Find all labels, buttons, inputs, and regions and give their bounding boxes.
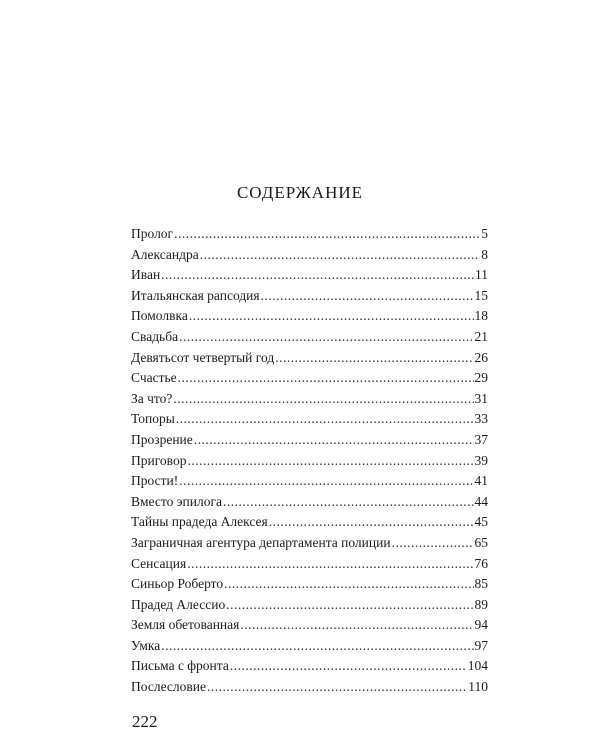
toc-entry: [131, 368, 488, 389]
toc-entry-page: 45: [474, 514, 488, 530]
toc-entry-page: 11: [475, 267, 488, 283]
toc-entry-page: 89: [474, 596, 488, 612]
toc-entry: [131, 265, 488, 286]
dot-leader: [179, 471, 473, 492]
dot-leader: [176, 409, 474, 430]
toc-entry: [131, 348, 488, 369]
toc-entry: [131, 636, 488, 657]
toc-entry-title: Прадед Алессио: [131, 596, 226, 612]
toc-entry-title: Иван: [131, 267, 161, 283]
dot-leader: [178, 368, 474, 389]
toc-entry-title: Девятьсот четвертый год: [131, 349, 275, 365]
toc-entry: [131, 245, 488, 266]
toc-entry-title: Свадьба: [131, 328, 179, 344]
toc-entry: [131, 595, 488, 616]
dot-leader: [179, 327, 473, 348]
toc-entry-title: Вместо эпилога: [131, 493, 222, 509]
dot-leader: [194, 430, 474, 451]
dot-leader: [187, 451, 473, 472]
toc-entry: [131, 306, 488, 327]
dot-leader: [207, 677, 467, 698]
toc-entry: [131, 677, 488, 698]
toc-entry: [131, 554, 488, 575]
toc-entry: [131, 512, 488, 533]
toc-entry: [131, 615, 488, 636]
toc-entry-page: 110: [468, 679, 488, 695]
toc-entry-page: 18: [474, 308, 488, 324]
toc-entry: [131, 533, 488, 554]
toc-entry: [131, 451, 488, 472]
dot-leader: [275, 348, 473, 369]
toc-entry-title: Умка: [131, 637, 161, 653]
toc-entry-title: Прозрение: [131, 431, 193, 447]
toc-entry-page: 44: [474, 493, 488, 509]
toc-entry-title: Приговор: [131, 452, 187, 468]
dot-leader: [173, 389, 473, 410]
toc-entry: [131, 430, 488, 451]
toc-entry-title: Пролог: [131, 226, 174, 241]
dot-leader: [392, 533, 474, 554]
toc-entry-title: Сенсация: [131, 555, 187, 571]
toc-entry: [131, 656, 488, 677]
dot-leader: [269, 512, 474, 533]
toc-entry-page: 85: [474, 576, 488, 592]
toc-entry-page: 76: [474, 555, 488, 571]
toc-entry-title: Счастье: [131, 370, 177, 386]
toc-entry: [131, 574, 488, 595]
page-number: 222: [132, 712, 158, 731]
toc-entry-page: 39: [474, 452, 488, 468]
toc-list: [131, 224, 488, 698]
toc-entry-title: Итальянская рапсодия: [131, 287, 260, 303]
toc-entry-title: Прости!: [131, 473, 179, 489]
dot-leader: [223, 492, 474, 513]
toc-entry-page: 33: [474, 411, 488, 427]
dot-leader: [261, 286, 474, 307]
toc-entry-page: 5: [481, 226, 488, 241]
toc-entry-page: 15: [474, 287, 488, 303]
toc-entry-page: 37: [474, 431, 488, 447]
toc-heading: СОДЕРЖАНИЕ: [236, 183, 364, 202]
dot-leader: [230, 656, 467, 677]
toc-entry-title: Помолвка: [131, 308, 188, 324]
toc-entry-page: 97: [474, 637, 488, 653]
dot-leader: [161, 265, 474, 286]
toc-entry: [131, 224, 488, 245]
toc-entry-page: 31: [474, 390, 488, 406]
toc-entry-page: 41: [474, 473, 488, 489]
toc-entry-title: Заграничная агентура департамента полиции: [131, 534, 391, 550]
dot-leader: [224, 574, 473, 595]
toc-entry: [131, 492, 488, 513]
toc-entry-page: 94: [474, 617, 488, 633]
dot-leader: [174, 224, 480, 245]
toc-entry-title: Тайны прадеда Алексея: [131, 514, 268, 530]
toc-entry-title: Александра: [131, 246, 199, 262]
toc-entry-page: 104: [467, 658, 488, 674]
toc-entry-title: Письма с фронта: [131, 658, 229, 674]
toc-entry-title: Послесловие: [131, 679, 206, 695]
toc-entry: [131, 327, 488, 348]
toc-entry: [131, 471, 488, 492]
toc-entry-page: 65: [474, 534, 488, 550]
toc-entry: [131, 389, 488, 410]
toc-entry-title: Синьор Роберто: [131, 576, 224, 592]
dot-leader: [240, 615, 473, 636]
toc-entry-title: За что?: [131, 390, 173, 406]
dot-leader: [200, 245, 481, 266]
toc-entry-page: 29: [474, 370, 488, 386]
dot-leader: [226, 595, 473, 616]
toc-entry-title: Земля обетованная: [131, 617, 240, 633]
dot-leader: [189, 306, 474, 327]
toc-entry: [131, 286, 488, 307]
dot-leader: [161, 636, 473, 657]
dot-leader: [187, 554, 473, 575]
toc-entry-page: 26: [474, 349, 488, 365]
toc-entry-title: Топоры: [131, 411, 175, 427]
toc-entry-page: 21: [474, 328, 488, 344]
toc-entry: [131, 409, 488, 430]
toc-entry-page: 8: [481, 246, 488, 262]
